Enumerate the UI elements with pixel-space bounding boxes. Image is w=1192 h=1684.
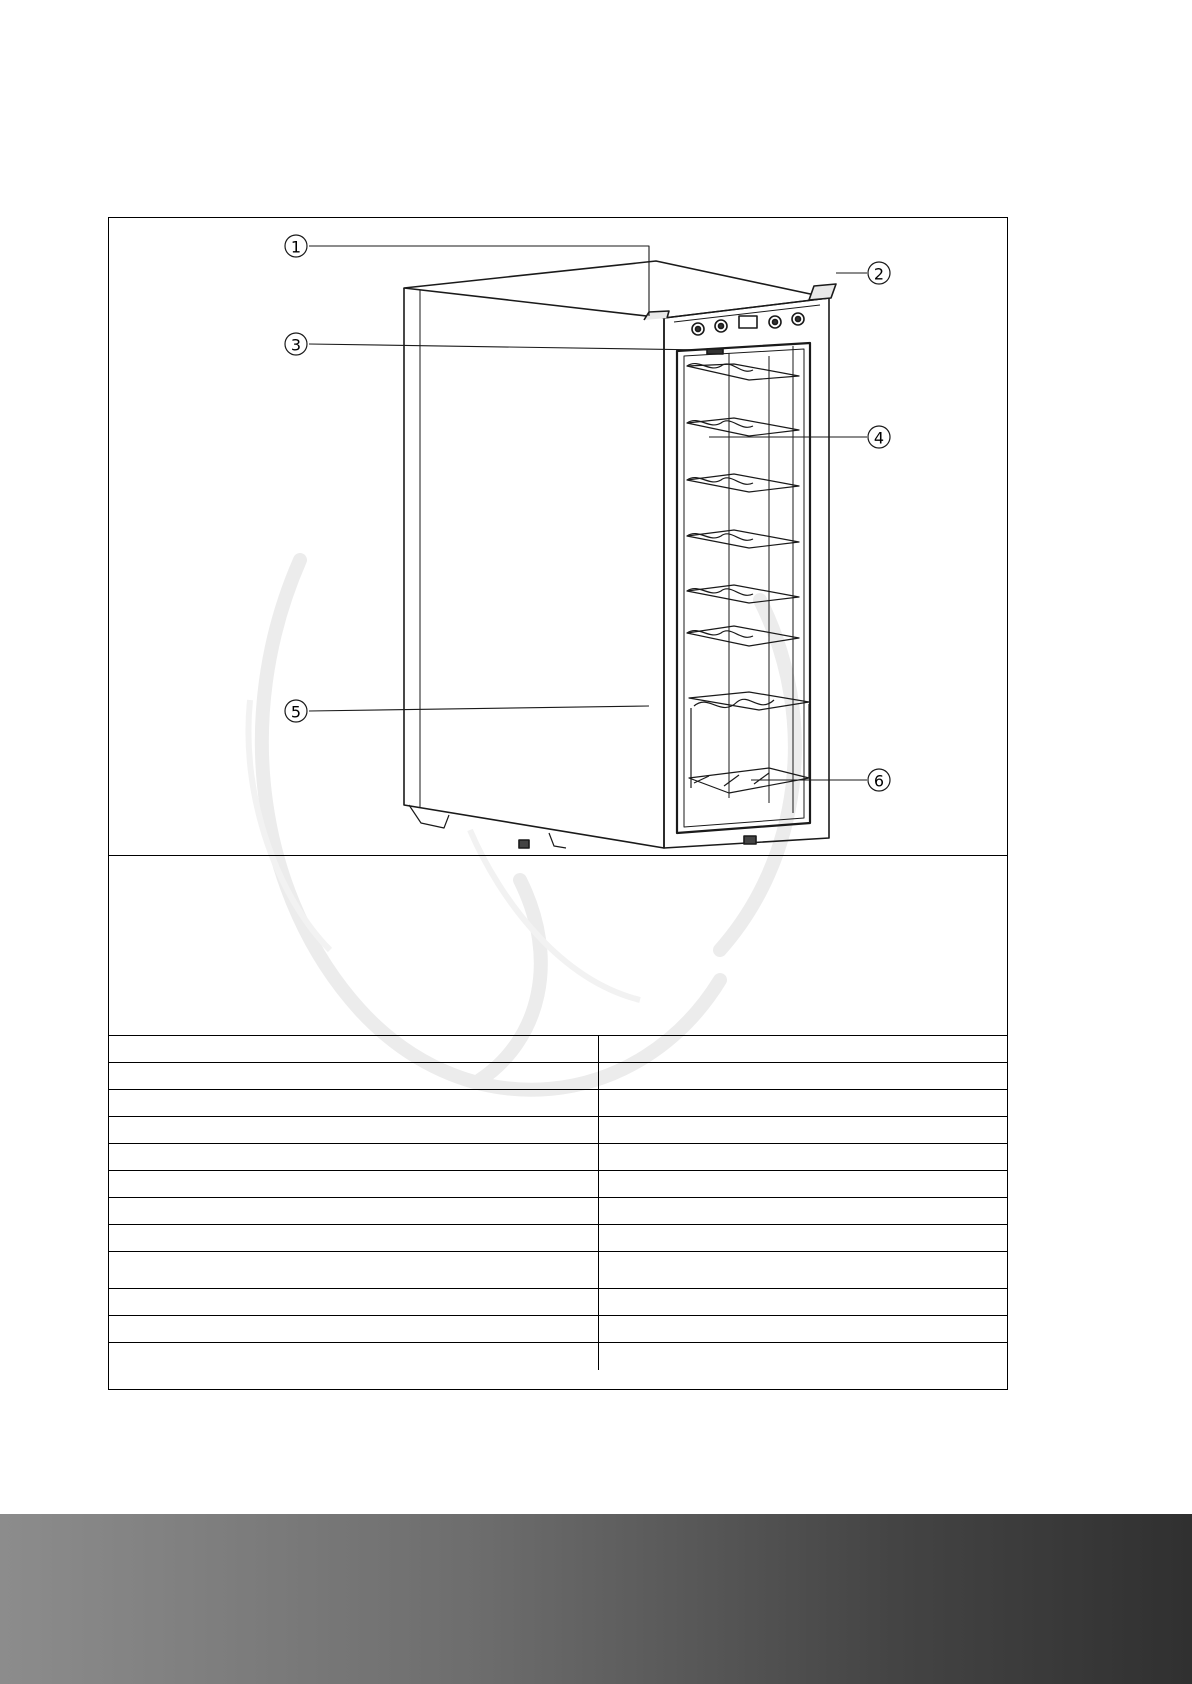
callout-4-label: 4 [873, 428, 885, 448]
table-row [109, 1225, 1007, 1252]
spec-label [109, 1171, 598, 1198]
control-panel [692, 313, 804, 335]
specs-table [109, 1035, 1007, 1370]
callout-6-label: 6 [873, 771, 885, 791]
spec-value [598, 1343, 1007, 1370]
callout-2-label: 2 [873, 264, 885, 284]
product-figure-cell [109, 218, 1007, 856]
table-row [109, 1063, 1007, 1090]
specs-area [109, 856, 1007, 1391]
callout-3-label: 3 [290, 335, 302, 355]
table-row [109, 1343, 1007, 1370]
spec-label [109, 1063, 598, 1090]
spec-label [109, 1252, 598, 1289]
table-row [109, 1036, 1007, 1063]
wine-shelves [687, 364, 799, 646]
spec-value [598, 1036, 1007, 1063]
table-row [109, 1171, 1007, 1198]
spec-frame [108, 217, 1008, 1390]
table-row [109, 1316, 1007, 1343]
table-row [109, 1289, 1007, 1316]
spec-label [109, 1289, 598, 1316]
spec-value [598, 1063, 1007, 1090]
spec-value [598, 1144, 1007, 1171]
spec-label [109, 1343, 598, 1370]
table-row [109, 1144, 1007, 1171]
callout-1-label: 1 [290, 237, 302, 257]
table-row [109, 1198, 1007, 1225]
spec-value [598, 1117, 1007, 1144]
adjustable-foot [744, 836, 756, 844]
spec-label [109, 1316, 598, 1343]
cabinet-top [404, 261, 829, 318]
spec-value [598, 1316, 1007, 1343]
glass-window [677, 343, 810, 833]
spec-value [598, 1252, 1007, 1289]
spec-label [109, 1117, 598, 1144]
spec-value [598, 1225, 1007, 1252]
bottom-rack [689, 692, 809, 793]
table-row [109, 1117, 1007, 1144]
cabinet-side [404, 288, 664, 848]
spec-label [109, 1198, 598, 1225]
spec-value [598, 1289, 1007, 1316]
interior-light [707, 349, 723, 354]
callout-5-label: 5 [290, 702, 302, 722]
spec-label [109, 1090, 598, 1117]
spec-label [109, 1225, 598, 1252]
wine-cooler-drawing [109, 218, 1007, 856]
spec-value [598, 1090, 1007, 1117]
table-row [109, 1090, 1007, 1117]
footer-bar [0, 1514, 1192, 1684]
specs-intro [109, 856, 1007, 1035]
table-row [109, 1252, 1007, 1289]
door-hinge-top [809, 284, 836, 300]
spec-value [598, 1198, 1007, 1225]
spec-label [109, 1144, 598, 1171]
spec-label [109, 1036, 598, 1063]
spec-value [598, 1171, 1007, 1198]
